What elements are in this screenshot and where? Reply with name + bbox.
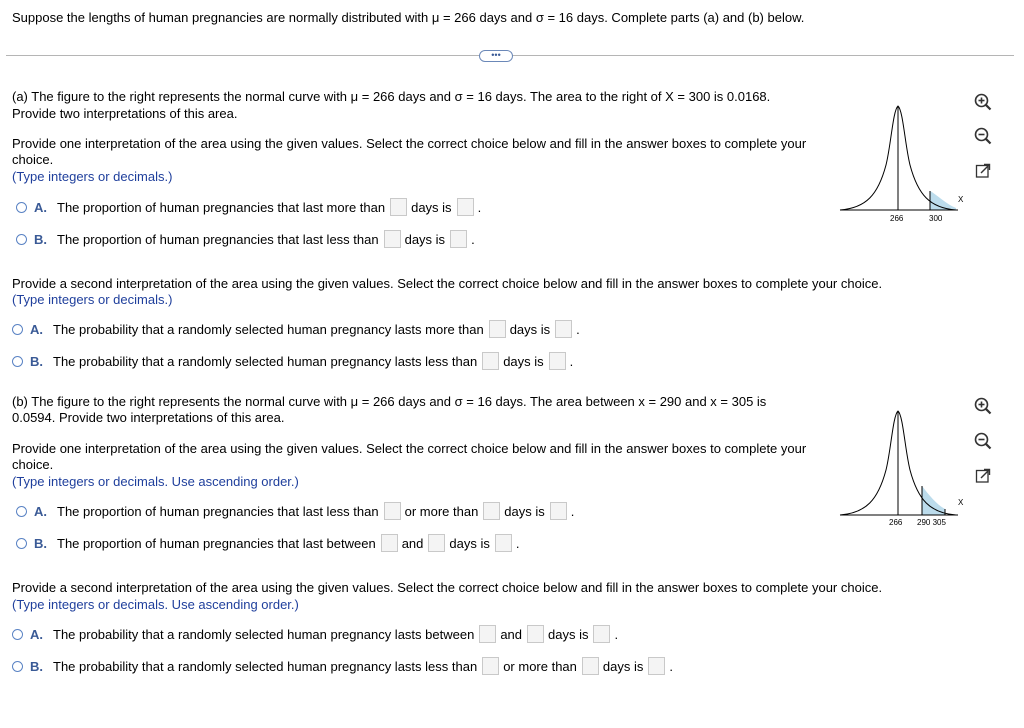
- answer-box[interactable]: [482, 657, 499, 675]
- axis-label: X: [958, 498, 964, 507]
- part-a-q2-hint: (Type integers or decimals.): [12, 292, 173, 307]
- popout-icon[interactable]: [975, 468, 991, 484]
- choice-text: .: [669, 658, 673, 674]
- more-button[interactable]: •••: [479, 50, 513, 62]
- choice-letter: A.: [34, 503, 47, 519]
- answer-box[interactable]: [495, 534, 512, 552]
- answer-box[interactable]: [489, 320, 506, 338]
- choice-text: days is: [503, 353, 544, 369]
- choice-text: days is: [602, 658, 644, 674]
- answer-box[interactable]: [648, 657, 665, 675]
- part-b-heading: (b) The figure to the right represents the normal curve with μ = 266 days and σ = 16 days. The area between x = 290 and x = 305 is 0.0594. Provide two interpretations of this area.: [12, 394, 767, 425]
- choice-letter: A.: [34, 199, 47, 215]
- choice-text: days is: [504, 503, 545, 519]
- part-a-q2-choice-a[interactable]: [12, 318, 580, 340]
- answer-box[interactable]: [549, 352, 566, 370]
- choice-text: The proportion of human pregnancies that last between: [57, 535, 376, 551]
- part-b-q1-choice-a[interactable]: [16, 500, 574, 522]
- answer-box[interactable]: [450, 230, 467, 248]
- choice-text: .: [614, 626, 619, 642]
- answer-box[interactable]: [479, 625, 496, 643]
- choice-text: days is: [449, 535, 490, 551]
- radio-button[interactable]: [16, 506, 27, 517]
- x-value-label: 290 305: [917, 518, 946, 527]
- mean-label: 266: [890, 214, 904, 223]
- part-b-q2-choice-b[interactable]: [12, 655, 673, 677]
- answer-box[interactable]: [550, 502, 567, 520]
- choice-text: and: [401, 535, 424, 551]
- answer-box[interactable]: [381, 534, 398, 552]
- answer-box[interactable]: [384, 230, 401, 248]
- answer-box[interactable]: [483, 502, 500, 520]
- radio-button[interactable]: [12, 661, 23, 672]
- choice-text: The probability that a randomly selected human pregnancy lasts less than: [53, 353, 478, 369]
- x-value-label: 300: [929, 214, 943, 223]
- part-a-q2-prompt: Provide a second interpretation of the area using the given values. Select the correct choice below and fill in the answer boxes to complete your choice.: [12, 276, 883, 291]
- part-a-q1-hint: (Type integers or decimals.): [12, 169, 173, 184]
- choice-letter: B.: [30, 353, 43, 369]
- part-a-normal-curve-figure: [836, 100, 972, 230]
- zoom-in-icon[interactable]: [974, 93, 992, 111]
- choice-letter: A.: [30, 321, 43, 337]
- choice-text: and: [500, 626, 523, 642]
- answer-box[interactable]: [428, 534, 445, 552]
- part-a-q1-choice-a[interactable]: [16, 196, 481, 218]
- choice-text: .: [570, 503, 575, 519]
- zoom-out-icon[interactable]: [974, 127, 992, 145]
- popout-icon[interactable]: [975, 163, 991, 179]
- choice-text: The probability that a randomly selected human pregnancy lasts between: [53, 626, 475, 642]
- answer-box[interactable]: [527, 625, 544, 643]
- part-b-q1-prompt: Provide one interpretation of the area using the given values. Select the correct choice below and fill in the answer boxes to complete your choice.: [12, 441, 807, 472]
- intro-text: Suppose the lengths of human pregnancies are normally distributed with μ = 266 days and σ = 16 days. Complete parts (a) and (b) below.: [12, 10, 805, 25]
- answer-box[interactable]: [593, 625, 610, 643]
- zoom-out-icon[interactable]: [974, 432, 992, 450]
- answer-box[interactable]: [582, 657, 599, 675]
- choice-text: The probability that a randomly selected human pregnancy lasts more than: [53, 321, 484, 337]
- zoom-in-icon[interactable]: [974, 397, 992, 415]
- part-b-q2-prompt: Provide a second interpretation of the area using the given values. Select the correct choice below and fill in the answer boxes to complete your choice.: [12, 580, 883, 595]
- shaded-area: [930, 191, 956, 210]
- answer-box[interactable]: [555, 320, 572, 338]
- answer-box[interactable]: [482, 352, 499, 370]
- part-b-q1-hint: (Type integers or decimals. Use ascending order.): [12, 474, 299, 489]
- choice-letter: B.: [30, 658, 43, 674]
- answer-box[interactable]: [390, 198, 407, 216]
- choice-text: The probability that a randomly selected human pregnancy lasts less than: [53, 658, 478, 674]
- choice-text: The proportion of human pregnancies that last more than: [57, 199, 386, 215]
- choice-text: The proportion of human pregnancies that last less than: [57, 231, 379, 247]
- choice-text: .: [576, 321, 580, 337]
- choice-letter: B.: [34, 231, 47, 247]
- choice-text: days is: [548, 626, 589, 642]
- radio-button[interactable]: [12, 324, 23, 335]
- part-a-q2-choice-b[interactable]: [12, 350, 573, 372]
- part-b-q2-hint: (Type integers or decimals. Use ascending order.): [12, 597, 299, 612]
- part-a-q1-prompt: Provide one interpretation of the area using the given values. Select the correct choice below and fill in the answer boxes to complete your choice.: [12, 136, 807, 167]
- choice-text: or more than: [404, 503, 479, 519]
- radio-button[interactable]: [16, 538, 27, 549]
- part-b-q1-choice-b[interactable]: [16, 532, 520, 554]
- choice-text: The proportion of human pregnancies that last less than: [57, 503, 379, 519]
- axis-label: X: [958, 195, 964, 204]
- choice-text: days is: [509, 321, 551, 337]
- choice-text: .: [477, 199, 482, 215]
- answer-box[interactable]: [384, 502, 401, 520]
- mean-label: 266: [889, 518, 903, 527]
- choice-text: or more than: [503, 658, 577, 674]
- answer-box[interactable]: [457, 198, 474, 216]
- part-a-heading: (a) The figure to the right represents the normal curve with μ = 266 days and σ = 16 days. The area to the right of X = 300 is 0.0168.: [12, 89, 771, 104]
- choice-text: days is: [404, 231, 446, 247]
- choice-letter: A.: [30, 626, 43, 642]
- part-a-q1-choice-b[interactable]: [16, 228, 475, 250]
- choice-text: days is: [411, 199, 452, 215]
- radio-button[interactable]: [16, 234, 27, 245]
- shaded-area: [922, 486, 945, 515]
- radio-button[interactable]: [12, 356, 23, 367]
- part-b-normal-curve-figure: [836, 405, 972, 535]
- part-a-heading-2: Provide two interpretations of this area.: [12, 106, 238, 121]
- radio-button[interactable]: [12, 629, 23, 640]
- choice-letter: B.: [34, 535, 47, 551]
- choice-text: .: [569, 353, 574, 369]
- choice-text: .: [515, 535, 520, 551]
- choice-text: .: [471, 231, 475, 247]
- radio-button[interactable]: [16, 202, 27, 213]
- part-b-q2-choice-a[interactable]: [12, 623, 618, 645]
